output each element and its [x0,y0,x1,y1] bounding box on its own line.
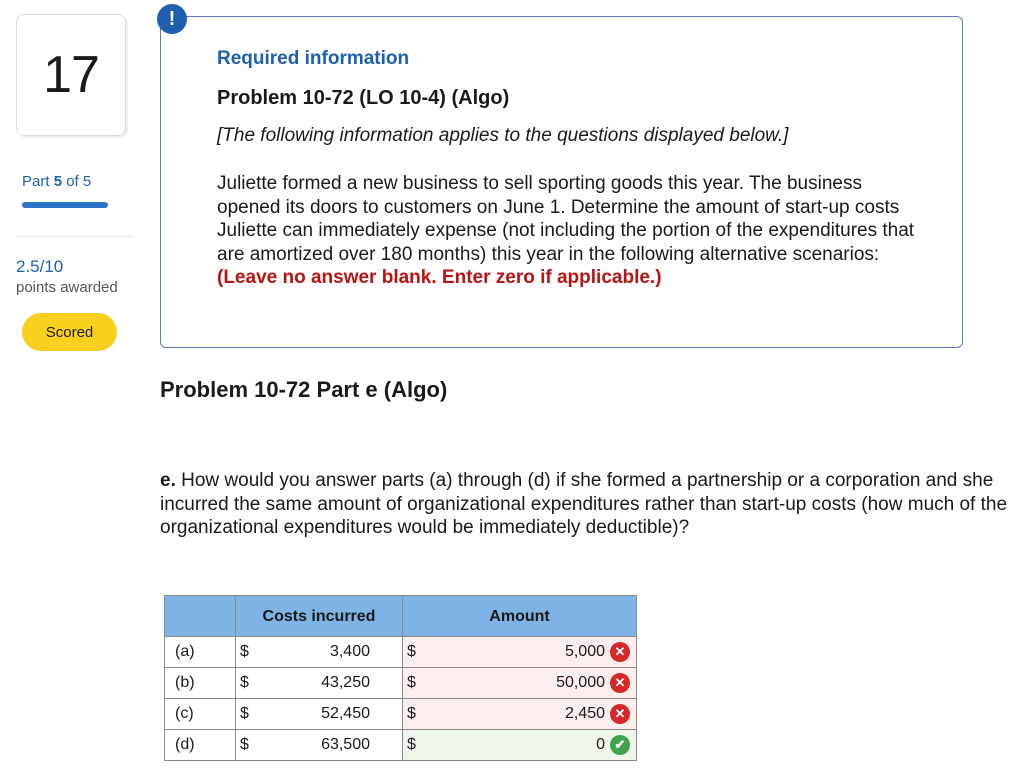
check-circle-icon: ✔ [610,735,630,755]
amount-input-cell[interactable] [425,637,637,668]
problem-title: Problem 10-72 (LO 10-4) (Algo) [217,87,510,109]
amount-currency: $ [403,730,426,761]
intro-warning: (Leave no answer blank. Enter zero if applicable.) [217,267,662,288]
amount-currency: $ [403,637,426,668]
x-circle-icon: ✕ [610,673,630,693]
cost-currency: $ [236,730,257,761]
amount-input-cell[interactable] [425,730,637,761]
answer-table [164,595,637,761]
amount-value[interactable]: 2,450 [564,705,605,722]
header-blank [165,596,236,637]
row-label: (d) [165,730,236,761]
cost-currency: $ [236,668,257,699]
question-label: e. [160,470,176,491]
question-text [160,469,1010,540]
cost-incurred-value: 43,250 [256,668,403,699]
table-header-row [165,596,637,637]
x-circle-icon: ✕ [610,704,630,724]
intro-text: Juliette formed a new business to sell sporting goods this year. The business opened its doors to customers on June 1. Determine the amount of start-up costs Juliette can immediately expense (not including the portion of the expenditures that are amortized over 180 months) this year in the following alternative scenarios: [217,173,915,265]
question-number-card[interactable] [16,14,126,136]
table-row [165,730,637,761]
cost-currency: $ [236,637,257,668]
part-progress-fill [22,202,108,208]
amount-value[interactable]: 0 [596,736,605,753]
cost-incurred-value: 3,400 [256,637,403,668]
table-body [165,637,637,761]
part-word: Part [22,173,50,190]
score-value: 2.5/10 [16,257,64,276]
row-label: (a) [165,637,236,668]
table-row [165,637,637,668]
cost-currency: $ [236,699,257,730]
cost-incurred-value: 63,500 [256,730,403,761]
part-progress-bar [22,202,108,208]
question-number: 17 [43,46,99,104]
part-title: Problem 10-72 Part e (Algo) [160,377,448,402]
cost-incurred-value: 52,450 [256,699,403,730]
question-body: How would you answer parts (a) through (d) if she formed a partnership or a corporation and she incurred the same amount of organizational expenditures rather than start-up costs (how much of the organizational expenditures would be immediately deductible)? [160,470,1008,538]
problem-intro [217,172,917,290]
scored-status-badge: Scored [22,313,117,351]
amount-value[interactable]: 50,000 [556,674,605,691]
part-of: of 5 [66,173,92,190]
table-row [165,668,637,699]
row-label: (c) [165,699,236,730]
applies-note: [The following information applies to the questions displayed below.] [217,125,789,146]
sidebar-divider [16,236,134,237]
amount-value[interactable]: 5,000 [564,643,605,660]
amount-currency: $ [403,699,426,730]
amount-input-cell[interactable] [425,699,637,730]
table-row [165,699,637,730]
part-indicator [22,173,91,190]
amount-currency: $ [403,668,426,699]
alert-icon: ! [157,4,187,34]
header-amount: Amount [403,596,637,637]
header-costs-text: Costs incurred [262,607,376,625]
x-circle-icon: ✕ [610,642,630,662]
amount-input-cell[interactable] [425,668,637,699]
required-information-title: Required information [217,48,410,69]
header-costs-incurred [236,596,403,637]
row-label: (b) [165,668,236,699]
part-current: 5 [53,173,63,190]
points-awarded-label: points awarded [16,279,118,296]
